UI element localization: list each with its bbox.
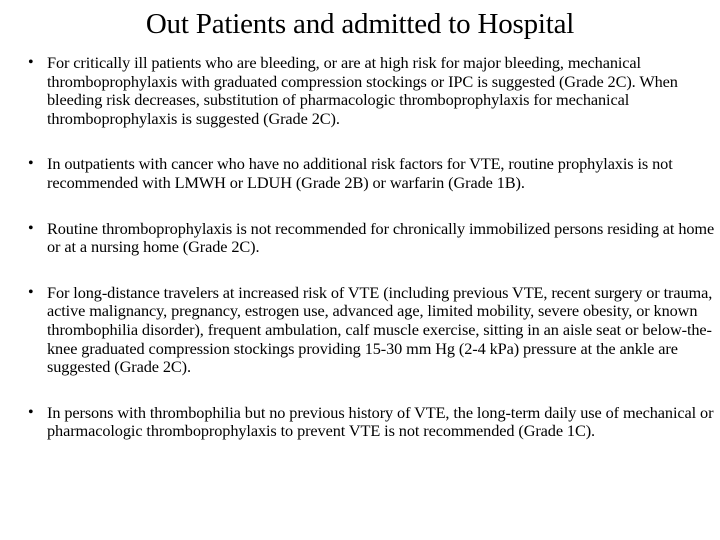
bullet-dot-icon: • [28,219,34,237]
bullet-dot-icon: • [28,283,34,301]
bullet-text: Routine thromboprophylaxis is not recommended for chronically immobilized persons residing at home or at a nursing home (Grade 2C). [47,218,715,257]
bullet-dot-icon: • [28,54,34,71]
bullet-text: For long-distance travelers at increased risk of VTE (including previous VTE, recent surgery or trauma, active malignancy, pregnancy, estrogen use, advanced age, limited mobility, severe obesity, or known thrombophilia disorder), frequent ambulation, calf muscle exercise, sitting in an aisle seat or below-the-knee graduated compression stockings providing 15-30 mm Hg (2-4 kPa) pressure at the ankle are suggested (Grade 2C). [47,282,713,377]
bullet-dot-icon: • [28,155,34,173]
bullet-dot-icon: • [28,403,34,421]
slide-title: Out Patients and admitted to Hospital [145,8,575,40]
bullet-text: For critically ill patients who are bleeding, or are at high risk for major bleeding, mechanical thromboprophylaxis with graduated compression stockings or IPC is suggested (Grade 2C). When bleeding risk decreases, substitution of pharmacologic thromboprophylaxis for mechanical thromboprophylaxis is suggested (Grade 2C). [47,53,678,128]
bullet-list [28,54,718,441]
bullet-item [28,54,718,128]
bullet-text: In outpatients with cancer who have no additional risk factors for VTE, routine prophylaxis is not recommended with LMWH or LDUH (Grade 2B) or warfarin (Grade 1B). [47,154,673,192]
bullet-item [28,155,718,192]
bullet-text: In persons with thrombophilia but no previous history of VTE, the long-term daily use of mechanical or pharmacologic thromboprophylaxis to prevent VTE is not recommended (Grade 1C). [47,402,714,441]
bullet-item [28,404,718,441]
bullet-item [28,284,718,377]
bullet-item [28,220,718,257]
